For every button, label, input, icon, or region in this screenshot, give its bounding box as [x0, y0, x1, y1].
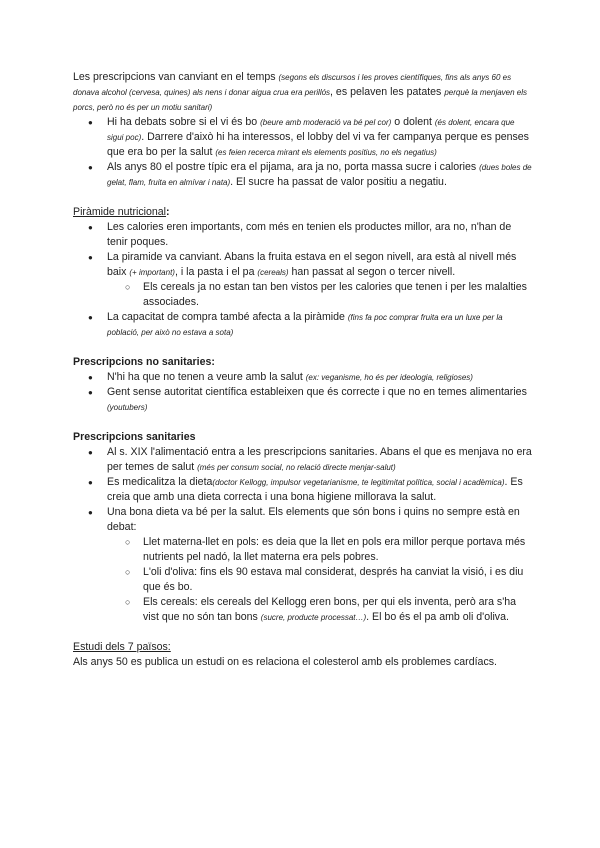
sub-list-item: ○ L'oli d'oliva: fins els 90 estava mal considerat, després ha canviat la visió, i es diu que és bo.	[73, 565, 532, 595]
list-item: ● N'hi ha que no tenen a veure amb la salut (ex: veganisme, ho és per ideologia, religioses)	[73, 370, 532, 385]
intro-note-a: (segons els discursos i les proves científiques, fins als anys 60 es donava alcohol (cervesa, quines) als nens i donar aigua crua era perillós	[73, 73, 512, 97]
list-item: ● La capacitat de compra també afecta a la piràmide (fins fa poc comprar fruita era un luxe per la població, per això no estava a sota)	[73, 310, 532, 340]
list-item: ● Als anys 80 el postre típic era el pijama, ara ja no, porta massa sucre i calories (dues boles de gelat, flam, fruita en almívar i nata). El sucre ha passat de valor positiu a negatiu.	[73, 160, 532, 190]
sub-list-item: ○ Els cereals ja no estan tan ben vistos per les calories que tenen i per les malalties associades.	[73, 280, 532, 310]
sub-list-item: ○ Els cereals: els cereals del Kellogg eren bons, per qui els inventa, però ara s'ha vist que no són tan bons (sucre, producte processat…). El bo és el pa amb oli d'oliva.	[73, 595, 532, 625]
intro-text-b: , es pelaven les patates	[330, 86, 445, 98]
list-item: ● La piramide va canviant. Abans la fruita estava en el segon nivell, ara està al nivell més baix (+ important), i la pasta i el pa (cereals) han passat al segon o tercer nivell.	[73, 250, 532, 280]
list-item: ● Una bona dieta va bé per la salut. Els elements que són bons i quins no sempre està en debat:	[73, 505, 532, 535]
estudi-text: Als anys 50 es publica un estudi on es relaciona el colesterol amb els problemes cardíacs.	[73, 656, 497, 668]
list-item: ● Al s. XIX l'alimentació entra a les prescripcions sanitaries. Abans el que es menjava no era per temes de salut (més per consum social, no relació directe menjar-salut)	[73, 445, 532, 475]
sanitaries-list	[73, 445, 532, 625]
no-sanitaries-heading: Prescripcions no sanitaries:	[73, 356, 215, 368]
list-item: ● Hi ha debats sobre si el vi és bo (beure amb moderació va bé pel cor) o dolent (és dolent, encara que sigui poc). Darrere d'això hi ha interessos, el lobby del vi va fer campanya perque es penses que era bo per la salut (es feien recerca mirant els elements positius, no els negatius)	[73, 115, 532, 160]
list-item: ● Gent sense autoritat científica estableixen que és correcte i que no en temes alimentaries (youtubers)	[73, 385, 532, 415]
no-sanitaries-list	[73, 370, 532, 415]
estudi-heading: Estudi dels 7 països:	[73, 641, 171, 653]
sanitaries-heading: Prescripcions sanitaries	[73, 431, 196, 443]
intro-bullet-list	[73, 115, 532, 190]
list-item: ● Es medicalitza la dieta(doctor Kellogg, impulsor vegetarianisme, te legitimitat política, social i acadèmica). Es creia que amb una dieta correcta i una bona higiene millorava la salut.	[73, 475, 532, 505]
piramide-heading: Piràmide nutricional:	[73, 206, 170, 218]
intro-paragraph	[73, 70, 532, 115]
intro-note-b: perquè la menjaven els porcs, però no és per un motiu sanitari)	[73, 88, 528, 112]
list-item: ● Les calories eren importants, com més en tenien els productes millor, ara no, n'han de tenir poques.	[73, 220, 532, 250]
sub-list-item: ○ Llet materna-llet en pols: es deia que la llet en pols era millor perque portava més nutrients pel nadó, la llet materna era pels pobres.	[73, 535, 532, 565]
piramide-list	[73, 220, 532, 340]
piramide-title: Piràmide nutricional	[73, 206, 167, 218]
intro-text-a: Les prescripcions van canviant en el temps	[73, 71, 279, 83]
